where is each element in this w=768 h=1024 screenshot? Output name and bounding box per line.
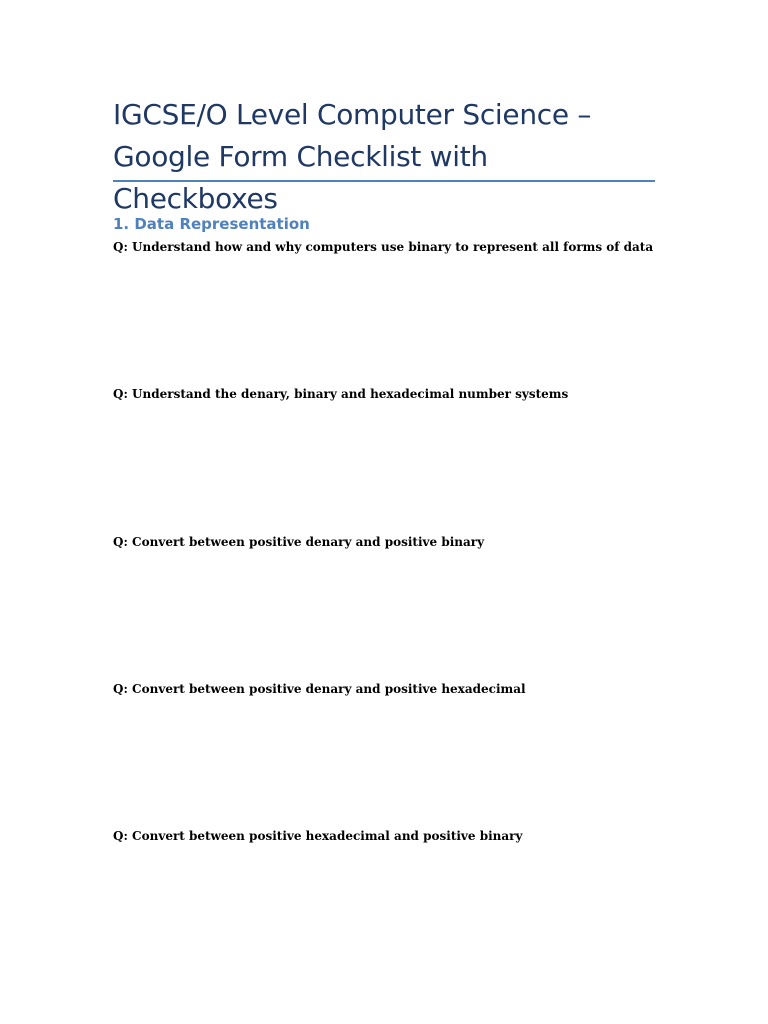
question-item: Q: Convert between positive hexadecimal and positive binary xyxy=(113,829,523,843)
document-title: IGCSE/O Level Computer Science – Google Form Checklist with Checkboxes xyxy=(113,98,592,215)
question-item: Q: Convert between positive denary and positive binary xyxy=(113,535,485,549)
question-item: Q: Understand how and why computers use binary to represent all forms of data xyxy=(113,240,654,254)
section-heading-data-representation: 1. Data Representation xyxy=(113,215,310,233)
question-item: Q: Understand the denary, binary and hexadecimal number systems xyxy=(113,387,569,401)
question-item: Q: Convert between positive denary and positive hexadecimal xyxy=(113,682,526,696)
title-underline xyxy=(113,180,655,182)
